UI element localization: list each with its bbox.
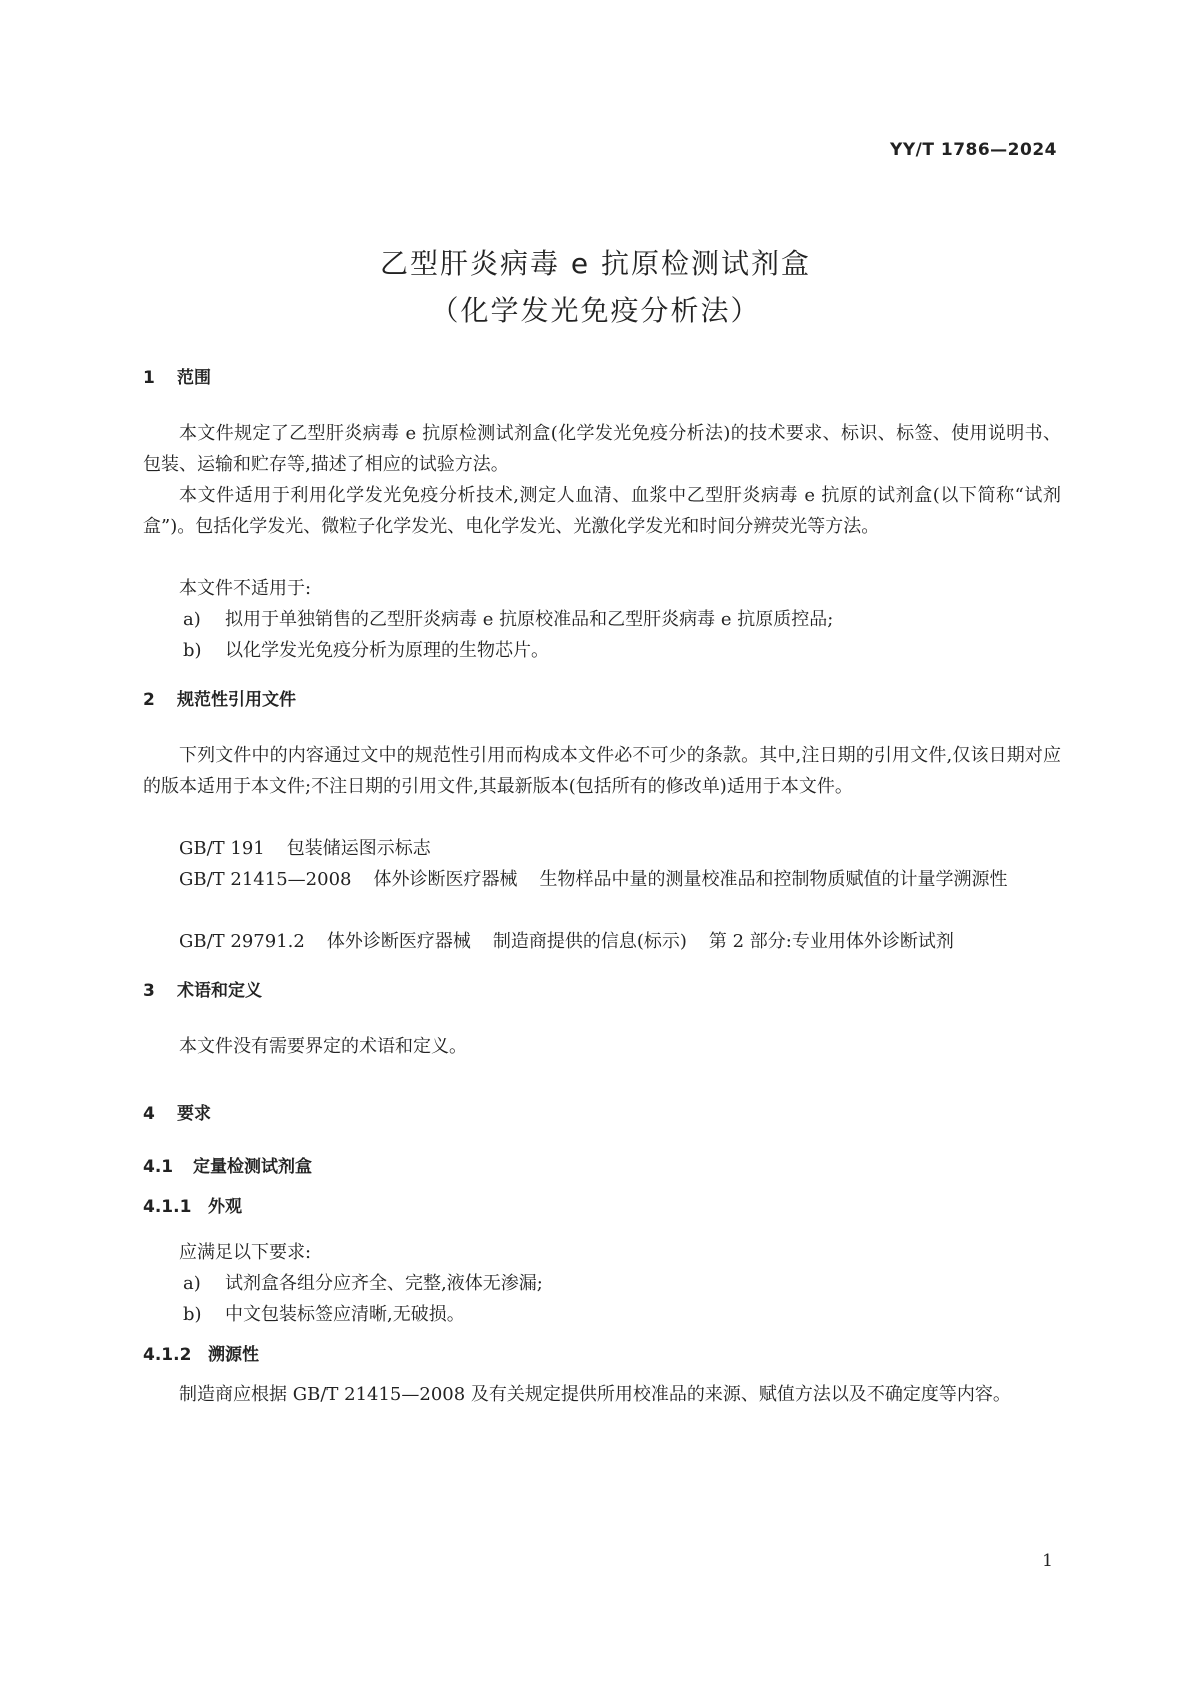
- paragraph: 制造商应根据 GB/T 21415—2008 及有关规定提供所用校准品的来源、赋值方法以及不确定度等内容。: [179, 1384, 1011, 1405]
- page-number: 1: [1042, 1551, 1053, 1571]
- section-heading-requirements: [143, 1099, 211, 1124]
- paragraph: 本文件适用于利用化学发光免疫分析技术,测定人血清、血浆中乙型肝炎病毒 e 抗原的试剂盒(以下简称“试剂盒”)。包括化学发光、微粒子化学发光、电化学发光、光激化学发光和时间分辨荧光等方法。: [143, 485, 1061, 537]
- reference-code: GB/T 191: [179, 838, 265, 859]
- section-number: 4.1: [143, 1157, 174, 1177]
- reference-title: 第 2 部分:专业用体外诊断试剂: [708, 931, 954, 952]
- section-title: 溯源性: [208, 1345, 259, 1365]
- section-title: 范围: [177, 368, 211, 388]
- list-text: 拟用于单独销售的乙型肝炎病毒 e 抗原校准品和乙型肝炎病毒 e 抗原质控品;: [225, 609, 834, 630]
- list-text: 以化学发光免疫分析为原理的生物芯片。: [225, 640, 549, 661]
- reference-code: GB/T 21415—2008: [179, 869, 352, 890]
- list-label: a): [183, 1273, 201, 1294]
- reference-title: 生物样品中量的测量校准品和控制物质赋值的计量学溯源性: [539, 869, 1008, 890]
- paragraph: 下列文件中的内容通过文中的规范性引用而构成本文件必不可少的条款。其中,注日期的引用文件,仅该日期对应的版本适用于本文件;不注日期的引用文件,其最新版本(包括所有的修改单)适用于本文件。: [143, 745, 1061, 797]
- reference-code: GB/T 29791.2: [179, 931, 305, 952]
- section-number: 3: [143, 981, 155, 1001]
- paragraph: 本文件规定了乙型肝炎病毒 e 抗原检测试剂盒(化学发光免疫分析法)的技术要求、标识、标签、使用说明书、包装、运输和贮存等,描述了相应的试验方法。: [143, 423, 1061, 475]
- list-label: b): [183, 1304, 202, 1325]
- section-title: 术语和定义: [177, 981, 262, 1001]
- section-title: 外观: [208, 1197, 242, 1217]
- list-text: 试剂盒各组分应齐全、完整,液体无渗漏;: [225, 1273, 543, 1294]
- reference-entry: [143, 833, 1061, 864]
- list-label: b): [183, 640, 202, 661]
- paragraph: 本文件不适用于:: [179, 578, 312, 599]
- reference-title: 制造商提供的信息(标示): [492, 931, 687, 952]
- reference-title: 体外诊断医疗器械: [326, 931, 471, 952]
- subsection-heading-appearance: [143, 1192, 242, 1217]
- section-number: 4.1.2: [143, 1345, 192, 1365]
- reference-title: 体外诊断医疗器械: [373, 869, 518, 890]
- section-number: 2: [143, 690, 155, 710]
- standard-code: YY/T 1786—2024: [890, 140, 1057, 160]
- section-title: 规范性引用文件: [177, 690, 296, 710]
- paragraph: 应满足以下要求:: [179, 1242, 312, 1263]
- list-item: [183, 604, 833, 635]
- paragraph: 本文件没有需要界定的术语和定义。: [179, 1036, 467, 1057]
- subsection-heading-quantitative-kit: [143, 1152, 312, 1177]
- section-heading-scope: [143, 363, 211, 388]
- document-title: 乙型肝炎病毒 e 抗原检测试剂盒: [379, 247, 812, 280]
- document-subtitle: （化学发光免疫分析法）: [430, 294, 761, 327]
- list-item: [183, 635, 549, 666]
- list-text: 中文包装标签应清晰,无破损。: [225, 1304, 465, 1325]
- list-item: [183, 1299, 465, 1330]
- section-number: 1: [143, 368, 155, 388]
- reference-entry: [143, 926, 1061, 957]
- section-number: 4: [143, 1104, 155, 1124]
- subsection-heading-traceability: [143, 1340, 259, 1365]
- reference-entry: [143, 864, 1061, 895]
- list-item: [183, 1268, 543, 1299]
- section-title: 定量检测试剂盒: [193, 1157, 312, 1177]
- section-number: 4.1.1: [143, 1197, 192, 1217]
- list-label: a): [183, 609, 201, 630]
- section-title: 要求: [177, 1104, 211, 1124]
- section-heading-terms: [143, 976, 262, 1001]
- reference-title: 包装储运图示标志: [286, 838, 431, 859]
- section-heading-normative-references: [143, 685, 296, 710]
